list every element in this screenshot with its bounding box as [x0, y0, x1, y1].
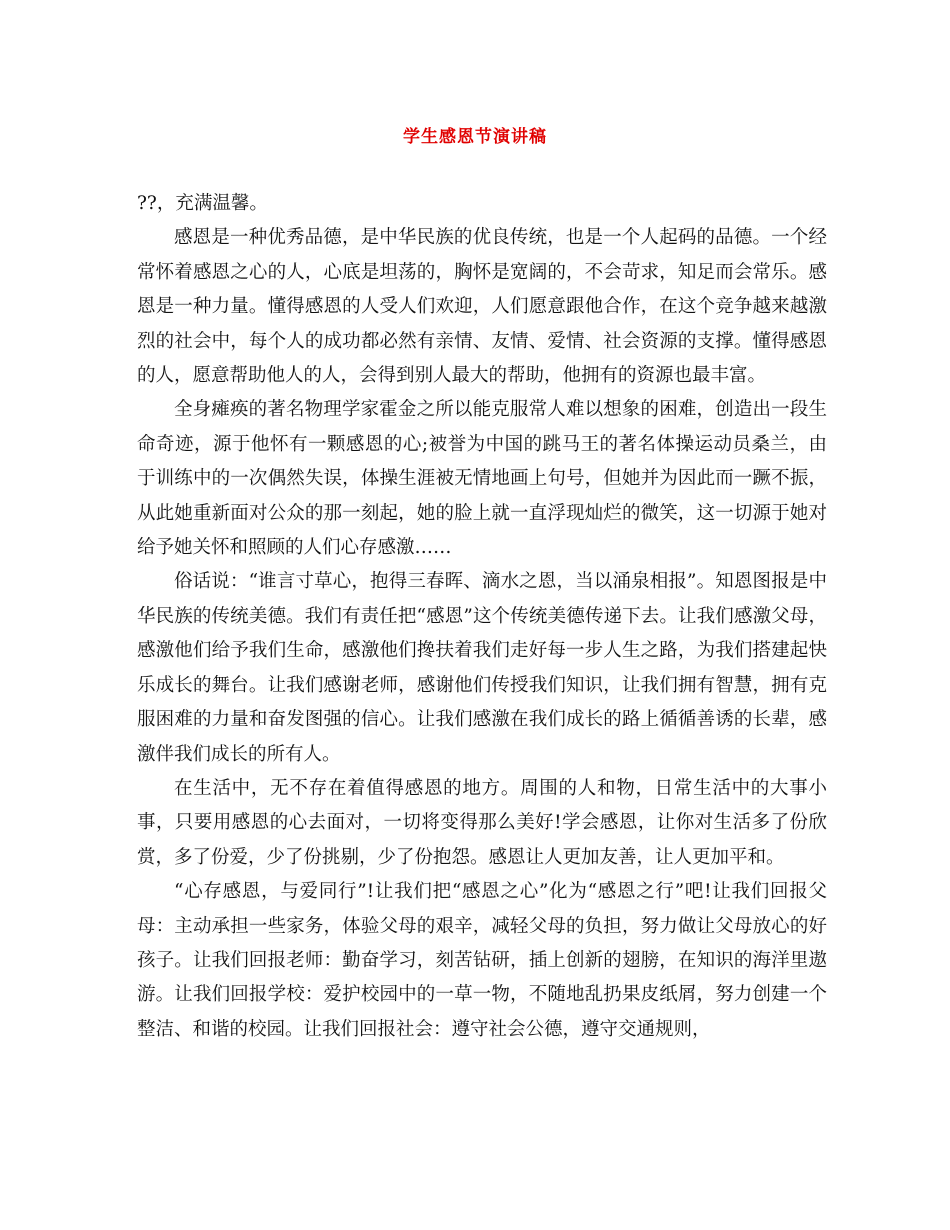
paragraph-repay: “心存感恩，与爱同行”!让我们把“感恩之心”化为“感恩之行”吧!让我们回报父母：主动承担一些家务，体验父母的艰辛，减轻父母的负担，努力做让父母放心的好孩子。让我们回报老师：勤奋学习，刻苦钻研，插上创新的翅膀，在知识的海洋里遨游。让我们回报学校：爱护校园中的一草一物，不随地乱扔果皮纸屑，努力创建一个整洁、和谐的校园。让我们回报社会：遵守社会公德，遵守交通规则，: [137, 881, 827, 1040]
paragraph-hawking-sanglan: 全身瘫痪的著名物理学家霍金之所以能克服常人难以想象的困难，创造出一段生命奇迹，源于他怀有一颗感恩的心;被誉为中国的跳马王的著名体操运动员桑兰，由于训练中的一次偶然失误，体操生涯被无情地画上句号，但她并为因此而一蹶不振，从此她重新面对公众的那一刻起，她的脸上就一直浮现灿烂的微笑，这一切源于她对给予她关怀和照顾的人们心存感激……: [137, 399, 827, 559]
document-title: 学生感恩节演讲稿: [403, 127, 547, 147]
paragraph-daily-life: 在生活中，无不存在着值得感恩的地方。周围的人和物，日常生活中的大事小事，只要用感恩的心去面对，一切将变得那么美好!学会感恩，让你对生活多了份欣赏，多了份爱，少了份挑剔，少了份抱怨。感恩让人更加友善，让人更加平和。: [137, 777, 827, 868]
paragraph-opening: ??，充满温馨。: [137, 193, 268, 214]
paragraph-gratitude-virtue: 感恩是一种优秀品德，是中华民族的优良传统，也是一个人起码的品德。一个经常怀着感恩之心的人，心底是坦荡的，胸怀是宽阔的，不会苛求，知足而会常乐。感恩是一种力量。懂得感恩的人受人们欢迎，人们愿意跟他合作，在这个竞争越来越激烈的社会中，每个人的成功都必然有亲情、友情、爱情、社会资源的支撑。懂得感恩的人，愿意帮助他人的人，会得到别人最大的帮助，他拥有的资源也最丰富。: [137, 227, 827, 387]
paragraph-proverb: 俗话说：“谁言寸草心，抱得三春晖、滴水之恩，当以涌泉相报”。知恩图报是中华民族的传统美德。我们有责任把“感恩”这个传统美德传递下去。让我们感激父母，感激他们给予我们生命，感激他们搀扶着我们走好每一步人生之路，为我们搭建起快乐成长的舞台。让我们感谢老师，感谢他们传授我们知识，让我们拥有智慧，拥有克服困难的力量和奋发图强的信心。让我们感激在我们成长的路上循循善诱的长辈，感激伴我们成长的所有人。: [137, 571, 827, 765]
document-body: [137, 187, 827, 1047]
